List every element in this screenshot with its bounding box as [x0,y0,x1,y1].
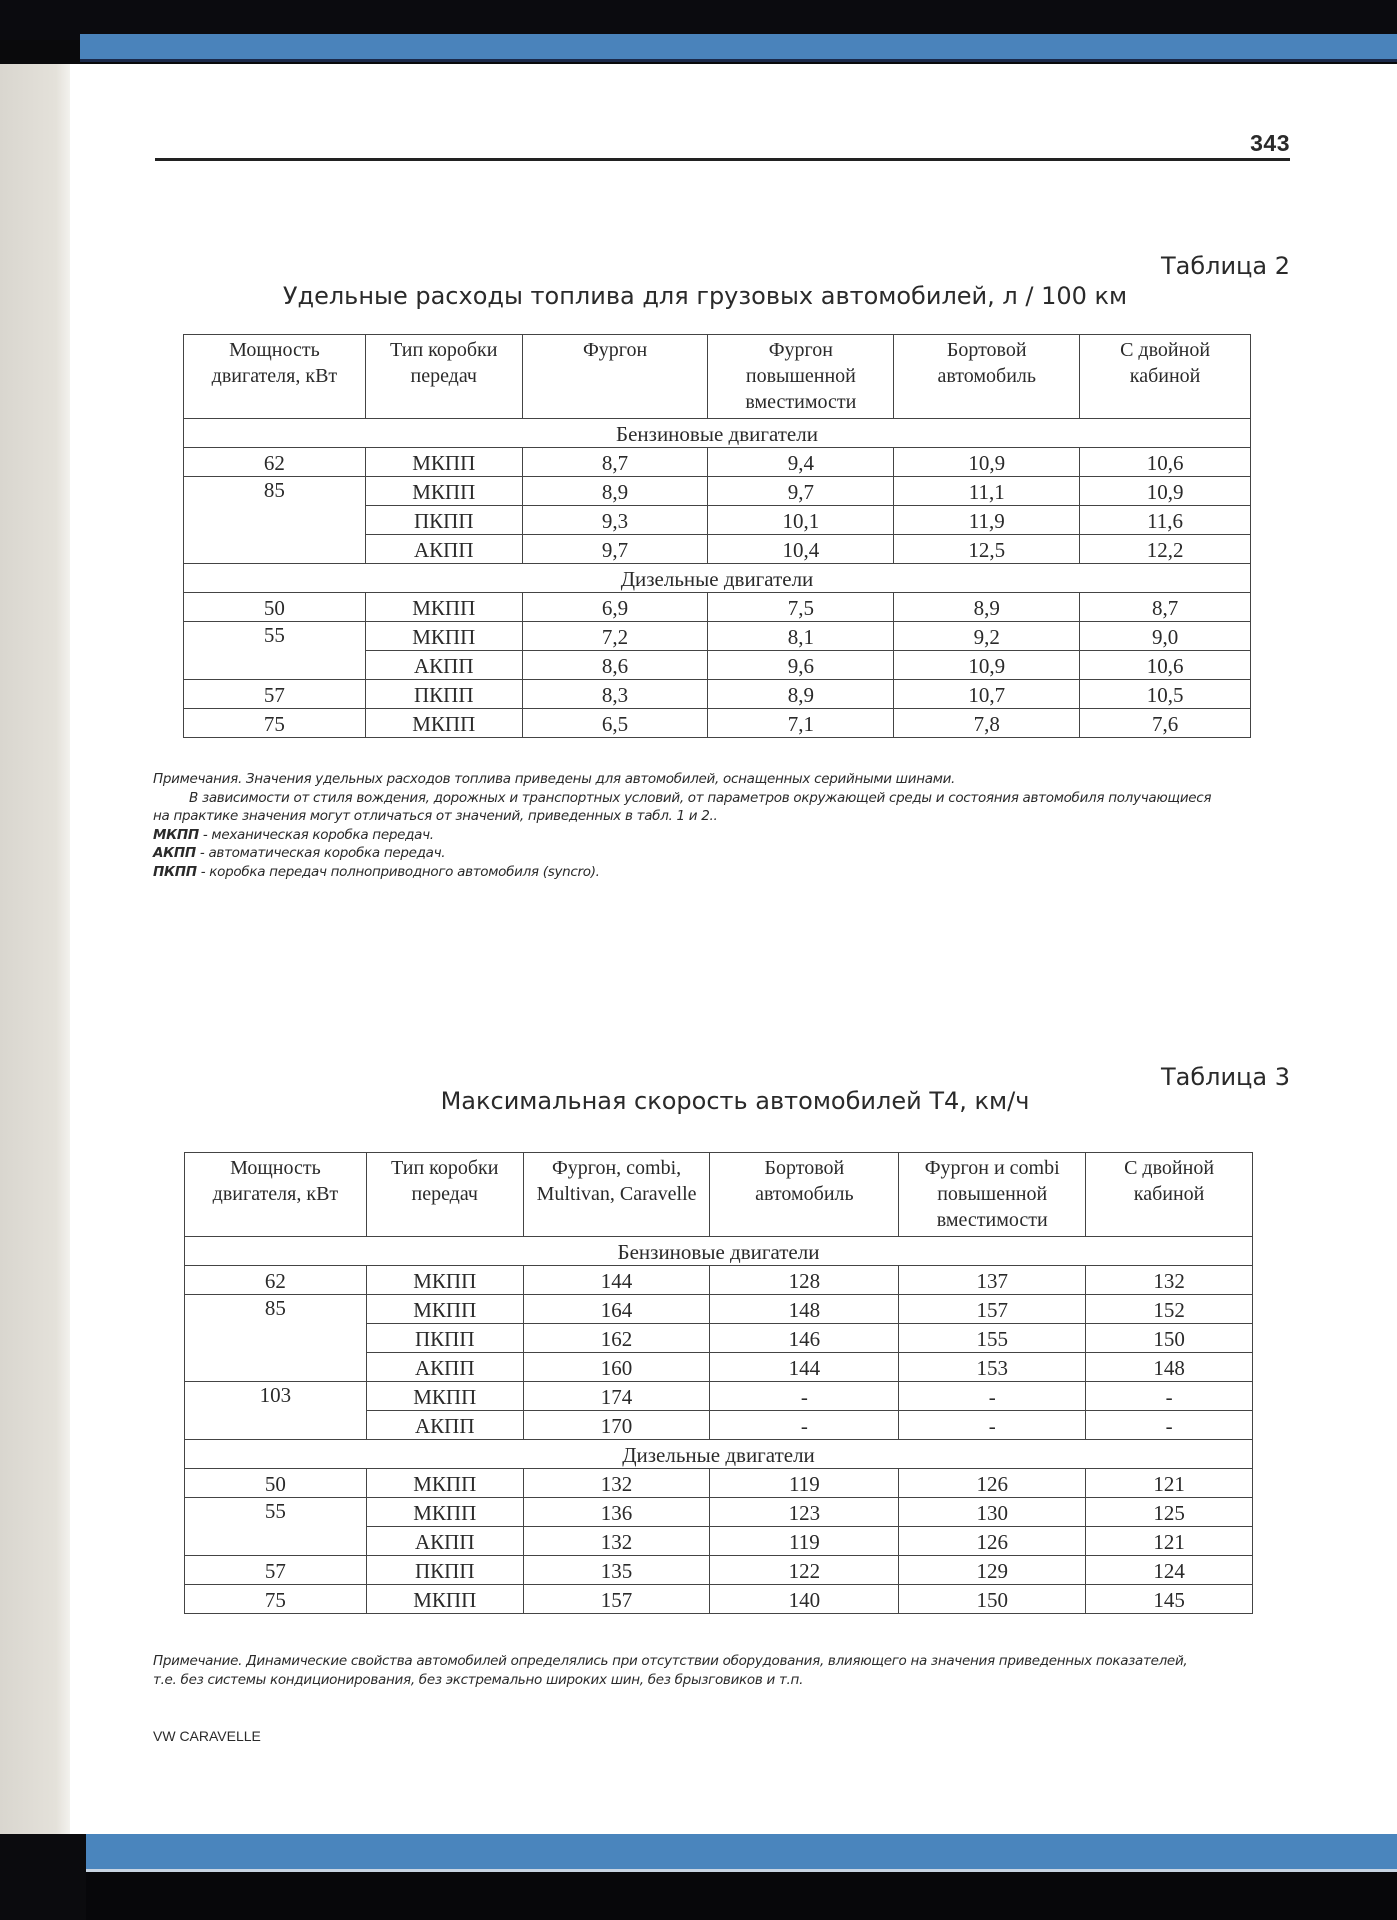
cell-value: 119 [710,1527,899,1556]
table3-header-row [185,1153,1253,1237]
table2-label: Таблица 2 [1160,252,1290,280]
cell-value: 144 [523,1266,710,1295]
book-cover-edge-bottom [86,1834,1397,1872]
note-line: В зависимости от стиля вождения, дорожных и транспортных условий, от параметров окружающей среды и состояния автомобиля получающиеся [189,789,1212,806]
header-van: Фургон [522,335,708,419]
table-row [184,622,1251,651]
cell-value: 8,9 [522,477,708,506]
cell-value: 137 [899,1266,1086,1295]
cell-power: 103 [185,1382,367,1440]
cell-power: 85 [185,1295,367,1382]
table-row [184,477,1251,506]
header-double-cab: С двойной кабиной [1086,1153,1253,1237]
cell-gearbox: МКПП [365,593,522,622]
table2-header-row [184,335,1251,419]
cell-value: 121 [1086,1469,1253,1498]
cell-value: 8,7 [1080,593,1251,622]
cell-gearbox: МКПП [366,1266,523,1295]
note-line: Примечания. Значения удельных расходов топлива приведены для автомобилей, оснащенных серийными шинами. [153,771,956,787]
cell-value: 12,2 [1080,535,1251,564]
cell-value: - [899,1382,1086,1411]
header-power: Мощность двигателя, кВт [185,1153,367,1237]
scan-background-corner [0,1834,86,1920]
cell-gearbox: АКПП [366,1353,523,1382]
cell-value: 148 [710,1295,899,1324]
cell-value: 7,2 [522,622,708,651]
table-row [184,448,1251,477]
abbr-mkpp: МКПП - механическая коробка передач. [153,826,434,843]
cell-power: 62 [184,448,366,477]
cell-gearbox: МКПП [365,709,522,738]
cell-value: 126 [899,1527,1086,1556]
table3-notes [153,1652,1293,1689]
table3-title: Максимальная скорость автомобилей Т4, км/ч [440,1087,1030,1115]
cell-value: 160 [523,1353,710,1382]
table2-fuel-consumption [183,334,1251,738]
cell-value: 121 [1086,1527,1253,1556]
cell-value: 9,2 [894,622,1080,651]
cell-gearbox: МКПП [365,477,522,506]
cell-value: 146 [710,1324,899,1353]
cell-value: 9,4 [708,448,894,477]
cell-value: 6,5 [522,709,708,738]
table-row [184,680,1251,709]
table-row [185,1498,1253,1527]
header-flatbed: Бортовой автомобиль [710,1153,899,1237]
section-petrol: Бензиновые двигатели [184,419,1251,448]
section-row [185,1440,1253,1469]
table2-notes [153,770,1293,881]
cell-value: 10,5 [1080,680,1251,709]
section-row [185,1237,1253,1266]
header-rule [155,158,1290,161]
table2-title: Удельные расходы топлива для грузовых автомобилей, л / 100 км [282,282,1128,310]
cell-value: 11,6 [1080,506,1251,535]
cell-value: 8,9 [708,680,894,709]
cell-value: 9,7 [522,535,708,564]
cell-value: - [899,1411,1086,1440]
header-gearbox: Тип коробки передач [366,1153,523,1237]
table-row [185,1585,1253,1614]
cell-gearbox: МКПП [366,1295,523,1324]
cell-gearbox: АКПП [366,1411,523,1440]
cell-value: 10,4 [708,535,894,564]
cell-value: 10,1 [708,506,894,535]
header-van-large: Фургон повышенной вместимости [708,335,894,419]
cell-gearbox: МКПП [366,1585,523,1614]
cell-gearbox: ПКПП [365,680,522,709]
cell-value: 150 [899,1585,1086,1614]
note-line: Примечание. Динамические свойства автомобилей определялись при отсутствии оборудования, влияющего на значения приведенных показателей, [153,1653,1188,1669]
cell-value: 12,5 [894,535,1080,564]
cell-value: - [710,1382,899,1411]
cell-value: 10,6 [1080,448,1251,477]
table-row [185,1266,1253,1295]
cell-value: 136 [523,1498,710,1527]
cell-value: 155 [899,1324,1086,1353]
cell-value: 129 [899,1556,1086,1585]
cell-value: 7,8 [894,709,1080,738]
cell-gearbox: ПКПП [366,1556,523,1585]
cell-value: 174 [523,1382,710,1411]
cell-value: 8,3 [522,680,708,709]
cell-value: 11,1 [894,477,1080,506]
cell-value: 153 [899,1353,1086,1382]
cell-value: 8,7 [522,448,708,477]
table-row [184,709,1251,738]
cell-value: 10,7 [894,680,1080,709]
cell-value: 124 [1086,1556,1253,1585]
cell-power: 75 [184,709,366,738]
cell-value: 135 [523,1556,710,1585]
table-row [184,593,1251,622]
cell-value: - [710,1411,899,1440]
cell-value: 164 [523,1295,710,1324]
cell-value: 162 [523,1324,710,1353]
header-power: Мощность двигателя, кВт [184,335,366,419]
note-line: на практике значения могут отличаться от значений, приведенных в табл. 1 и 2.. [153,808,718,824]
book-cover-edge-top [80,34,1397,62]
cell-value: 122 [710,1556,899,1585]
cell-value: 144 [710,1353,899,1382]
cell-value: 7,5 [708,593,894,622]
table3-label: Таблица 3 [1160,1063,1290,1091]
abbr-akpp: АКПП - автоматическая коробка передач. [153,845,446,861]
table-row [185,1295,1253,1324]
cell-value: 10,9 [894,651,1080,680]
cell-value: 11,9 [894,506,1080,535]
cell-gearbox: МКПП [365,622,522,651]
cell-value: - [1086,1382,1253,1411]
cell-value: 145 [1086,1585,1253,1614]
cell-gearbox: ПКПП [365,506,522,535]
cell-gearbox: ПКПП [366,1324,523,1353]
table3-max-speed [184,1152,1253,1614]
cell-gearbox: МКПП [365,448,522,477]
cell-power: 57 [185,1556,367,1585]
cell-value: 128 [710,1266,899,1295]
section-row [184,564,1251,593]
cell-power: 75 [185,1585,367,1614]
cell-value: 10,6 [1080,651,1251,680]
cell-gearbox: МКПП [366,1498,523,1527]
cell-gearbox: АКПП [366,1527,523,1556]
cell-value: 9,7 [708,477,894,506]
table-row [185,1469,1253,1498]
table-row [185,1382,1253,1411]
header-double-cab: С двойной кабиной [1080,335,1251,419]
cell-value: - [1086,1411,1253,1440]
cell-power: 85 [184,477,366,564]
note-line: т.е. без системы кондиционирования, без экстремально широких шин, без брызговиков и т.п. [153,1671,804,1688]
cell-value: 123 [710,1498,899,1527]
cell-gearbox: АКПП [365,535,522,564]
section-diesel: Дизельные двигатели [184,564,1251,593]
cell-power: 55 [185,1498,367,1556]
header-van-combi-large: Фургон и combi повышенной вместимости [899,1153,1086,1237]
cell-value: 130 [899,1498,1086,1527]
header-gearbox: Тип коробки передач [365,335,522,419]
cell-value: 150 [1086,1324,1253,1353]
cell-value: 10,9 [894,448,1080,477]
cell-power: 50 [184,593,366,622]
cell-value: 157 [899,1295,1086,1324]
cell-value: 7,6 [1080,709,1251,738]
cell-value: 140 [710,1585,899,1614]
cell-power: 50 [185,1469,367,1498]
section-petrol: Бензиновые двигатели [185,1237,1253,1266]
cell-value: 132 [523,1469,710,1498]
cell-value: 126 [899,1469,1086,1498]
cell-gearbox: МКПП [366,1382,523,1411]
cell-value: 132 [1086,1266,1253,1295]
cell-value: 170 [523,1411,710,1440]
cell-value: 9,0 [1080,622,1251,651]
cell-value: 132 [523,1527,710,1556]
cell-value: 8,1 [708,622,894,651]
cell-value: 119 [710,1469,899,1498]
section-row [184,419,1251,448]
cell-value: 9,6 [708,651,894,680]
book-spine-shadow [0,64,70,1834]
section-diesel: Дизельные двигатели [185,1440,1253,1469]
cell-value: 8,9 [894,593,1080,622]
cell-power: 57 [184,680,366,709]
cell-value: 9,3 [522,506,708,535]
cell-power: 55 [184,622,366,680]
cell-value: 7,1 [708,709,894,738]
cell-value: 10,9 [1080,477,1251,506]
cell-gearbox: АКПП [365,651,522,680]
scan-background-bottom [0,1872,1397,1920]
cell-gearbox: МКПП [366,1469,523,1498]
page-number: 343 [1250,130,1290,156]
table-row [185,1556,1253,1585]
cell-value: 152 [1086,1295,1253,1324]
cell-value: 6,9 [522,593,708,622]
abbr-pkpp: ПКПП - коробка передач полноприводного автомобиля (syncro). [153,863,600,880]
cell-power: 62 [185,1266,367,1295]
header-flatbed: Бортовой автомобиль [894,335,1080,419]
header-van-combi: Фургон, combi, Multivan, Caravelle [523,1153,710,1237]
cell-value: 8,6 [522,651,708,680]
cell-value: 125 [1086,1498,1253,1527]
book-footer-title: VW CARAVELLE [153,1728,261,1744]
cell-value: 157 [523,1585,710,1614]
cell-value: 148 [1086,1353,1253,1382]
